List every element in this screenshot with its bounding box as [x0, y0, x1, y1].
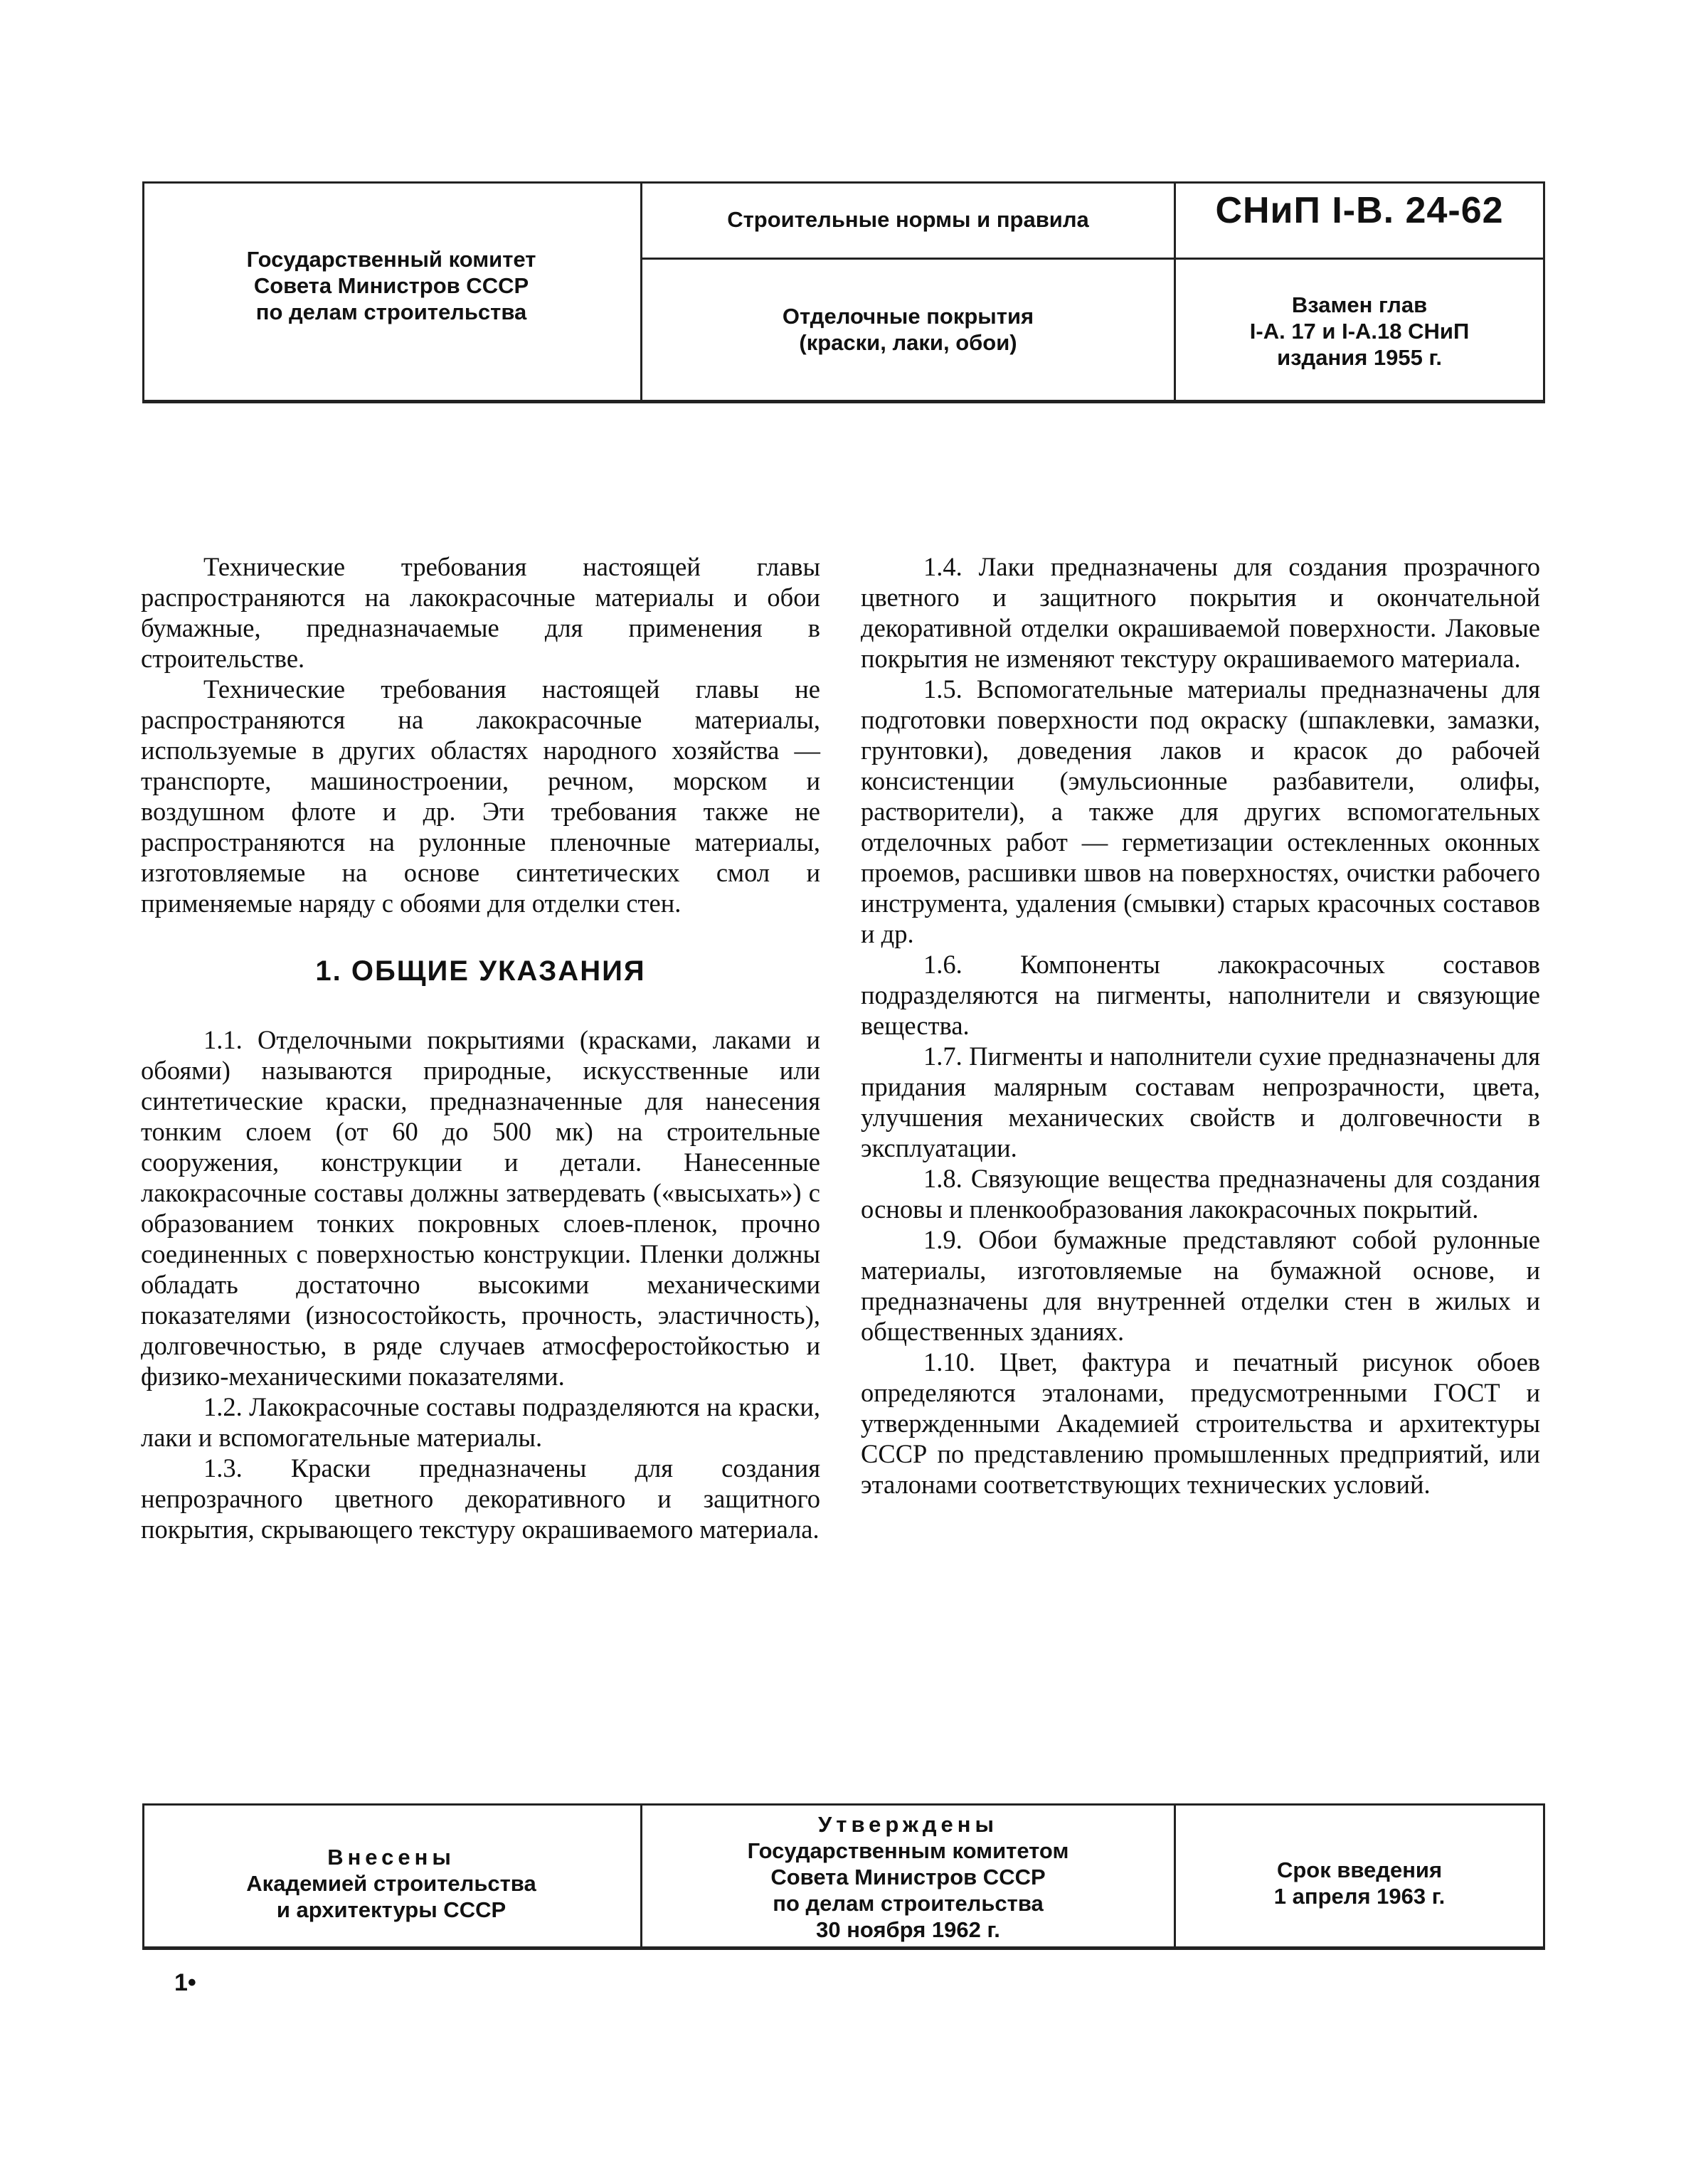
norms-title: Строительные нормы и правила	[727, 207, 1089, 232]
approved-cell	[642, 1806, 1174, 1946]
approved-line-2: Государственным комитетом	[747, 1838, 1069, 1863]
paragraph-number: 1.4.	[923, 552, 963, 581]
paragraph-text: Лаки предназначены для создания прозрачного цветного и защитного покрытия и окончательной декоративной отделки окрашиваемой поверхности. Лаковые покрытия не изменяют текстуру окрашиваемого материала.	[861, 552, 1540, 673]
paragraph-text: Цвет, фактура и печатный рисунок обоев определяются эталонами, предусмотренными ГОСТ и утвержденными Академией строительства и архитектуры СССР по представлению промышленных предприятий, или эталонами соответствующих технических условий.	[861, 1347, 1541, 1499]
intro-paragraph-1: Технические требования настоящей главы распространяются на лакокрасочные материалы и обои бумажные, предназначаемые для применения в строительстве.	[141, 552, 820, 673]
header-table	[142, 181, 1545, 403]
left-column	[141, 551, 820, 1544]
paragraph-1-6	[861, 949, 1540, 1041]
subject-line-1: Отделочные покрытия	[782, 304, 1034, 329]
paragraph-text: Обои бумажные представляют собой рулонные материалы, изготовляемые на бумажной основе, и предназначены для внутренней отделки стен в жилых и общественных зданиях.	[861, 1225, 1541, 1346]
paragraph-text: Компоненты лакокрасочных составов подразделяются на пигменты, наполнители и связующие вещества.	[861, 950, 1540, 1040]
norms-cell	[642, 184, 1174, 400]
paragraph-1-8	[861, 1163, 1540, 1224]
paragraph-number: 1.10.	[923, 1347, 975, 1377]
replaces-line-3: издания 1955 г.	[1277, 345, 1442, 370]
committee-line-2: Совета Министров СССР	[253, 273, 529, 298]
paragraph-text: Пигменты и наполнители сухие предназначены для придания малярным составам непрозрачности, цвета, улучшения механических свойств и долговечности в эксплуатации.	[861, 1041, 1541, 1162]
approved-date: 30 ноября 1962 г.	[816, 1917, 1000, 1942]
paragraph-number: 1.3.	[203, 1453, 243, 1483]
paragraph-number: 1.1.	[203, 1025, 243, 1054]
paragraph-text: Связующие вещества предназначены для создания основы и пленкообразования лакокрасочных покрытий.	[861, 1164, 1540, 1224]
effective-label: Срок введения	[1276, 1857, 1443, 1882]
committee-line-3: по делам строительства	[255, 299, 527, 324]
approved-label: Утверждены	[818, 1812, 998, 1837]
paragraph-1-4	[861, 551, 1540, 674]
effective-date: 1 апреля 1963 г.	[1273, 1884, 1446, 1909]
paragraph-text: Краски предназначены для создания непрозрачного цветного декоративного и защитного покрытия, скрывающего текстуру окрашиваемого материала.	[141, 1453, 820, 1544]
paragraph-1-3	[141, 1453, 820, 1544]
paragraph-1-5	[861, 674, 1540, 949]
committee-cell	[142, 184, 640, 400]
effective-cell	[1176, 1806, 1543, 1946]
paragraph-1-2	[141, 1391, 820, 1453]
paragraph-1-1	[141, 1024, 820, 1391]
paragraph-number: 1.7.	[923, 1041, 963, 1071]
paragraph-number: 1.8.	[923, 1164, 963, 1193]
paragraph-number: 1.9.	[923, 1225, 963, 1254]
section-title: 1. ОБЩИЕ УКАЗАНИЯ	[315, 955, 646, 987]
paragraph-text: Вспомогательные материалы предназначены для подготовки поверхности под окраску (шпаклевки, замазки, грунтовки), доведения лаков и красок до рабочей консистенции (эмульсионные разбавители, олифы, растворители), а также для других вспомогательных отделочных работ — герметизации остекленных оконных проемов, расшивки швов на поверхностях, очистки рабочего инструмента, удаления (смывки) старых красочных составов и др.	[861, 674, 1540, 948]
committee-line-1: Государственный комитет	[246, 247, 536, 272]
paragraph-text: Отделочными покрытиями (красками, лаками и обоями) называются природные, искусственные или синтетические краски, предназначенные для нанесения тонким слоем (от 60 до 500 мк) на строительные сооружения, конструкции и детали. Нанесенные лакокрасочные составы должны затвердевать («высыхать») с образованием тонких покровных слоев-пленок, прочно соединенных с поверхностью конструкции. Пленки должны обладать достаточно высокими механическими показателями (износостойкость, прочность, эластичность), долговечностью, в ряде случаев атмосферостойкостью и физико-механическими показателями.	[141, 1025, 820, 1391]
right-column	[861, 551, 1540, 1500]
submitted-line-3: и архитектуры СССР	[276, 1897, 507, 1922]
submitted-cell	[142, 1806, 640, 1946]
subject-line-2: (краски, лаки, обои)	[799, 330, 1017, 355]
page-number: 1•	[174, 1969, 196, 1996]
paragraph-1-7	[861, 1041, 1540, 1163]
approved-line-4: по делам строительства	[773, 1891, 1044, 1916]
replaces-line-2: I-А. 17 и I-А.18 СНиП	[1249, 319, 1470, 344]
approved-line-3: Совета Министров СССР	[770, 1865, 1046, 1889]
code-cell	[1176, 184, 1543, 400]
paragraph-1-10	[861, 1347, 1540, 1500]
submitted-label: Внесены	[327, 1845, 455, 1870]
intro-paragraph-2: Технические требования настоящей главы не распространяются на лакокрасочные материалы, используемые в других областях народного хозяйства — транспорте, машиностроении, речном, морском и воздушном флоте и др. Эти требования также не распространяются на рулонные пленочные материалы, изготовляемые на основе синтетических смол и применяемые наряду с обоями для отделки стен.	[141, 674, 820, 918]
paragraph-number: 1.2.	[203, 1392, 243, 1421]
submitted-line-2: Академией строительства	[246, 1871, 536, 1896]
replaces-line-1: Взамен глав	[1291, 292, 1428, 317]
header-right-border	[1543, 184, 1545, 400]
footer-right-border	[1543, 1806, 1545, 1946]
paragraph-text: Лакокрасочные составы подразделяются на краски, лаки и вспомогательные материалы.	[141, 1392, 821, 1452]
paragraph-number: 1.6.	[923, 950, 963, 979]
paragraph-1-9	[861, 1224, 1540, 1347]
paragraph-number: 1.5.	[923, 674, 963, 704]
footer-table	[142, 1803, 1545, 1950]
standard-code: СНиП I-В. 24-62	[1215, 190, 1504, 231]
